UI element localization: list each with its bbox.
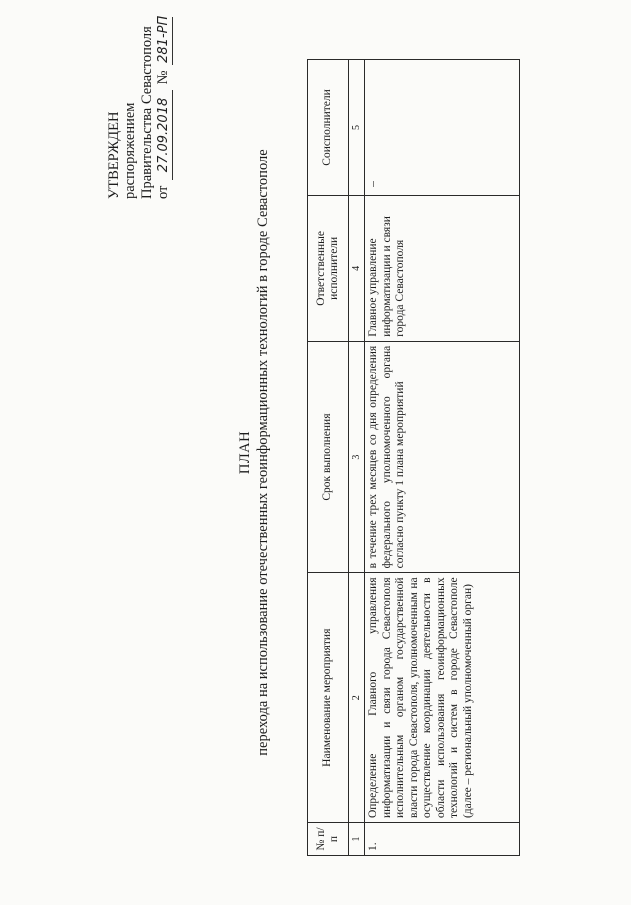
row-activity: Определение Главного управления информатизации и связи города Севастополя исполнительным органом государственной власти города Севастополя, уполномоченным на осуществление координации деятельности в области использования геоинформационных технологий и систем в городе Севастополе (далее – региональный уполномоченный орган) — [365, 573, 520, 823]
column-number: 1 — [349, 823, 365, 856]
header-number: № п/п — [308, 823, 349, 856]
column-number: 2 — [349, 573, 365, 823]
header-activity: Наименование мероприятия — [308, 573, 349, 823]
approval-stamp — [106, 0, 173, 199]
column-number-row — [349, 60, 365, 856]
approval-date-line — [155, 0, 173, 199]
header-responsible: Ответственные исполнители — [308, 195, 349, 341]
row-deadline: в течение трех месяцев со дня определения федерального уполномоченного органа согласно пункту 1 плана мероприятий — [365, 341, 520, 573]
document-title-block — [236, 40, 272, 865]
document-title: ПЛАН — [237, 430, 253, 475]
approval-number-label: № — [154, 70, 171, 85]
header-deadline: Срок выполнения — [308, 341, 349, 573]
approval-heading: УТВЕРЖДЕН — [106, 111, 122, 199]
table-header-row — [308, 60, 349, 856]
approval-date-value: 27.09.2018 — [156, 90, 173, 180]
column-number: 3 — [349, 341, 365, 573]
approval-authority: Правительства Севастополя — [138, 26, 155, 199]
table-row — [365, 60, 520, 856]
approval-number-value: 281-РП — [156, 17, 173, 65]
approval-decree: распоряжением — [122, 102, 139, 199]
approval-date-prefix: от — [154, 185, 171, 199]
column-number: 4 — [349, 195, 365, 341]
document-subtitle: перехода на использование отечественных геоинформационных технологий в городе Севастополе — [255, 149, 271, 756]
plan-table — [307, 59, 520, 856]
row-number: 1. — [365, 823, 520, 856]
column-number: 5 — [349, 60, 365, 196]
header-co-executors: Соисполнители — [308, 60, 349, 196]
row-responsible: Главное управление информатизации и связи города Севастополя — [365, 195, 520, 341]
row-co-executors: – — [365, 60, 520, 196]
